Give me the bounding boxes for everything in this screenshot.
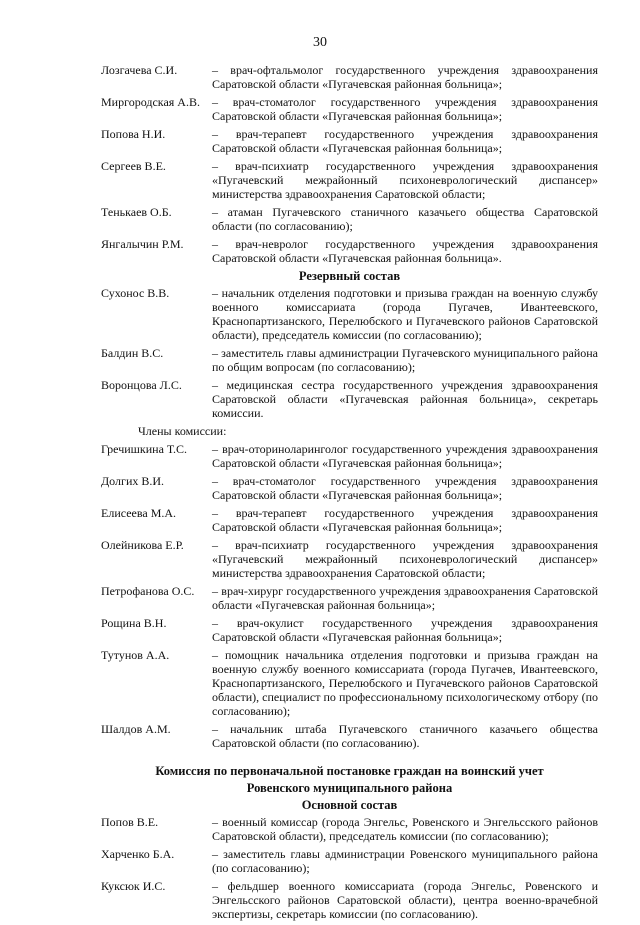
member-position: – врач-стоматолог государственного учреждения здравоохранения Саратовской области «Пугачевская районная больница»; xyxy=(212,95,598,123)
member-row xyxy=(101,616,598,644)
member-row xyxy=(101,648,598,718)
page-number: 30 xyxy=(313,35,327,50)
member-position: – начальник отделения подготовки и призыва граждан на военную службу военного комиссариата (города Пугачев, Ивантеевского, Краснопартизанского, Перелюбского и Пугачевского районов Саратовской области), председатель комиссии (по согласованию); xyxy=(212,286,598,342)
member-name: Петрофанова О.С. xyxy=(101,584,195,598)
members-label: Члены комиссии: xyxy=(138,424,227,438)
member-row xyxy=(101,286,598,342)
reserve-heading: Резервный состав xyxy=(298,269,401,283)
member-name: Елисеева М.А. xyxy=(101,506,177,520)
member-row xyxy=(101,506,598,534)
member-name: Харченко Б.А. xyxy=(101,847,175,861)
member-position: – заместитель главы администрации Пугачевского муниципального района по общим вопросам (по согласованию); xyxy=(212,346,598,374)
member-position: – врач-психиатр государственного учреждения здравоохранения «Пугачевский межрайонный психоневрологический диспансер» министерства здравоохранения Саратовской области; xyxy=(212,159,598,201)
member-row xyxy=(101,722,598,750)
member-row xyxy=(101,538,598,580)
member-name: Гречишкина Т.С. xyxy=(101,442,188,456)
member-position: – врач-хирург государственного учреждения здравоохранения Саратовской области «Пугачевская районная больница»; xyxy=(212,584,598,612)
commission-title-line2: Ровенского муниципального района xyxy=(246,781,453,795)
member-row xyxy=(101,127,598,155)
member-position: – врач-невролог государственного учреждения здравоохранения Саратовской области «Пугачевская районная больница». xyxy=(212,237,598,265)
member-name: Долгих В.И. xyxy=(101,474,165,488)
member-position: – врач-окулист государственного учреждения здравоохранения Саратовской области «Пугачевская районная больница»; xyxy=(212,616,598,644)
member-row xyxy=(101,346,598,374)
member-name: Воронцова Л.С. xyxy=(101,378,182,392)
member-name: Попов В.Е. xyxy=(101,815,159,829)
member-name: Тутунов А.А. xyxy=(101,648,170,662)
member-row xyxy=(101,378,598,420)
member-position: – начальник штаба Пугачевского станичного казачьего общества Саратовской области (по согласованию). xyxy=(212,722,598,750)
member-row xyxy=(101,95,598,123)
member-position: – врач-оториноларинголог государственного учреждения здравоохранения Саратовской области «Пугачевская районная больница»; xyxy=(212,442,598,470)
member-name: Олейникова Е.Р. xyxy=(101,538,184,552)
member-position: – врач-терапевт государственного учреждения здравоохранения Саратовской области «Пугачевская районная больница»; xyxy=(212,506,598,534)
main-composition-heading: Основной состав xyxy=(301,798,398,812)
member-name: Куксюк И.С. xyxy=(101,879,166,893)
member-position: – заместитель главы администрации Ровенского муниципального района (по согласованию); xyxy=(212,847,598,875)
section-spacer xyxy=(101,754,598,764)
main-members-block xyxy=(101,63,598,265)
member-name: Тенькаев О.Б. xyxy=(101,205,172,219)
member-row xyxy=(101,815,598,843)
member-row xyxy=(101,474,598,502)
member-row xyxy=(101,159,598,201)
member-row xyxy=(101,205,598,233)
member-position: – врач-психиатр государственного учреждения здравоохранения «Пугачевский межрайонный психоневрологический диспансер» министерства здравоохранения Саратовской области; xyxy=(212,538,598,580)
reserve-members-block xyxy=(101,286,598,420)
member-position: – медицинская сестра государственного учреждения здравоохранения Саратовской области «Пугачевская районная больница», секретарь комиссии. xyxy=(212,378,598,420)
reserve-commission-members-block xyxy=(101,442,598,750)
member-row xyxy=(101,847,598,875)
member-position: – врач-стоматолог государственного учреждения здравоохранения Саратовской области «Пугачевская районная больница»; xyxy=(212,474,598,502)
member-row xyxy=(101,237,598,265)
commission-list xyxy=(101,63,598,925)
member-row xyxy=(101,442,598,470)
member-name: Шалдов А.М. xyxy=(101,722,171,736)
commission-title-line1: Комиссия по первоначальной постановке граждан на воинский учет xyxy=(155,764,544,778)
member-name: Рощина В.Н. xyxy=(101,616,167,630)
member-position: – врач-офтальмолог государственного учреждения здравоохранения Саратовской области «Пугачевская районная больница»; xyxy=(212,63,598,91)
member-name: Лозгачева С.И. xyxy=(101,63,178,77)
member-row xyxy=(101,584,598,612)
member-row xyxy=(101,879,598,921)
member-row xyxy=(101,63,598,91)
member-name: Сухонос В.В. xyxy=(101,286,170,300)
member-name: Сергеев В.Е. xyxy=(101,159,166,173)
member-position: – военный комиссар (города Энгельс, Ровенского и Энгельсского районов Саратовской области), председатель комиссии (по согласованию); xyxy=(212,815,598,843)
member-name: Балдин В.С. xyxy=(101,346,164,360)
member-name: Миргородская А.В. xyxy=(101,95,200,109)
member-position: – атаман Пугачевского станичного казачьего общества Саратовской области (по согласованию); xyxy=(212,205,598,233)
member-position: – фельдшер военного комиссариата (города Энгельс, Ровенского и Энгельсского районов Саратовской области), центра военно-врачебной экспертизы, секретарь комиссии (по согласованию). xyxy=(212,879,598,921)
member-name: Янгалычин Р.М. xyxy=(101,237,184,251)
member-name: Попова Н.И. xyxy=(101,127,166,141)
rovensky-members-block xyxy=(101,815,598,921)
member-position: – помощник начальника отделения подготовки и призыва граждан на военную службу военного комиссариата (города Пугачев, Ивантеевского, Краснопартизанского, Перелюбского и Пугачевского районов Саратовской области), специалист по профессиональному психологическому отбору (по согласованию); xyxy=(212,648,598,718)
member-position: – врач-терапевт государственного учреждения здравоохранения Саратовской области «Пугачевская районная больница»; xyxy=(212,127,598,155)
